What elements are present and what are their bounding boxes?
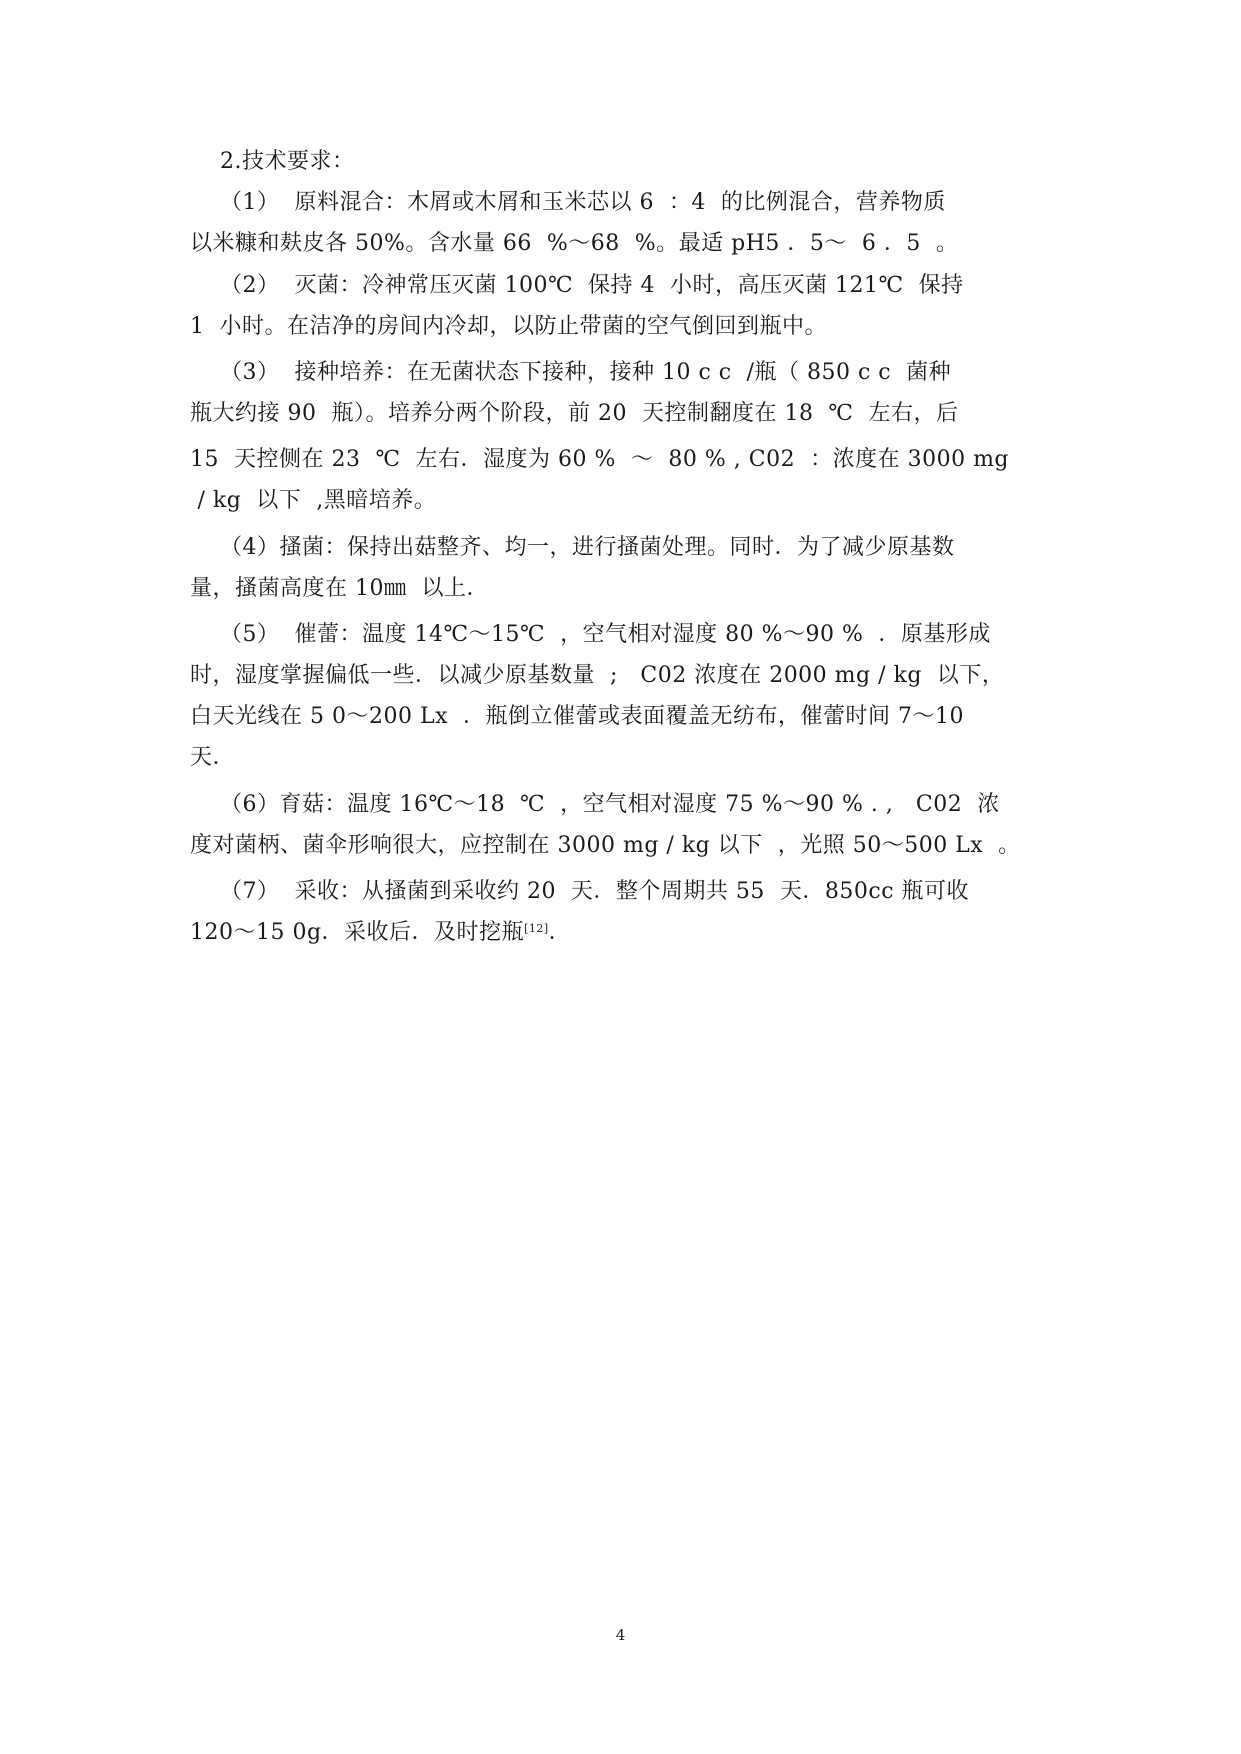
body-text-line: 度对菌柄、菌伞形响很大，应控制在 3000 mg / kg 以下 ，光照 50～500 Lx 。	[190, 833, 1021, 858]
body-text-line: （3） 接种培养：在无菌状态下接种，接种 10 c c /瓶（ 850 c c 菌种	[190, 360, 952, 385]
body-text: ．	[548, 920, 572, 945]
section-heading: 2.技术要求：	[190, 149, 355, 174]
body-text-line: 瓶大约接 90 瓶）。培养分两个阶段，前 20 天控制翻度在 18 ℃ 左右，后	[190, 401, 959, 426]
body-text-line: 15 天控侧在 23 ℃ 左右．湿度为 60 % ～ 80 % , C02 ：浓度在 3000 mg	[190, 447, 1010, 472]
body-text-line: （1） 原料混合：木屑或木屑和玉米芯以 6 ：4 的比例混合，营养物质	[190, 190, 946, 215]
body-text-line: 天．	[190, 745, 236, 770]
body-text-line: （6）育菇：温度 16℃～18 ℃ ，空气相对湿度 75 %～90 % . , C02 浓	[190, 792, 1000, 817]
citation-reference: [12]	[524, 922, 549, 935]
body-text-line: （2） 灭菌：冷神常压灭菌 100℃ 保持 4 小时，高压灭菌 121℃ 保持	[190, 273, 964, 298]
body-text-line: / kg 以下 ,黑暗培养。	[190, 488, 437, 513]
body-text-line: 白天光线在 5 0～200 Lx ．瓶倒立催蕾或表面覆盖无纺布，催蕾时间 7～10	[190, 704, 964, 729]
page-number: 4	[615, 1626, 626, 1644]
body-text-line: 以米糠和麸皮各 50%。含水量 66 %～68 %。最适 pH5 ．5～ 6 ．5 。	[190, 231, 959, 256]
body-text-line: 时，湿度掌握偏低一些．以减少原基数量 ; C02 浓度在 2000 mg / kg 以下，	[190, 663, 1005, 688]
body-text-line-with-reference	[190, 918, 1070, 948]
body-text-line: 量，搔菌高度在 10㎜ 以上．	[190, 576, 489, 601]
body-text-line: （4）搔菌：保持出菇整齐、均一，进行搔菌处理。同时．为了减少原基数	[190, 535, 955, 560]
body-text: 120～15 0g．采收后．及时挖瓶	[190, 920, 525, 945]
body-text-line: 1 小时。在洁净的房间内冷却，以防止带菌的空气倒回到瓶中。	[190, 314, 827, 339]
body-text-line: （5） 催蕾：温度 14℃～15℃ ，空气相对湿度 80 %～90 % ．原基形成	[190, 622, 991, 647]
body-text-line: （7） 采收：从搔菌到采收约 20 天．整个周期共 55 天．850cc 瓶可收	[190, 879, 970, 904]
